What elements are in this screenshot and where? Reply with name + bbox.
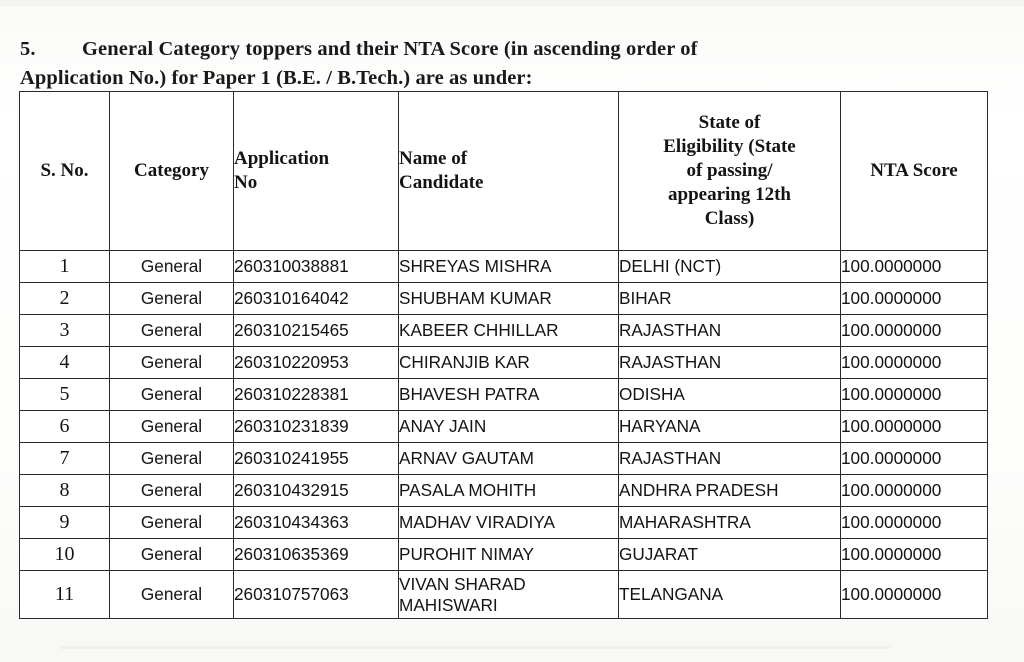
intro-text-line-2: Application No.) for Paper 1 (B.E. / B.Tech.) are as under: bbox=[20, 66, 533, 89]
cell-s-no: 8 bbox=[20, 475, 110, 507]
cell-nta-score: 100.0000000 bbox=[841, 379, 988, 411]
cell-s-no: 7 bbox=[20, 443, 110, 475]
cell-nta-score: 100.0000000 bbox=[841, 507, 988, 539]
column-header-name-line-2: Candidate bbox=[399, 172, 484, 193]
cell-name: BHAVESH PATRA bbox=[399, 379, 619, 411]
table-row bbox=[20, 379, 988, 411]
cell-name-line-1: VIVAN SHARAD bbox=[399, 573, 526, 594]
cell-name-line-2: MAHISWARI bbox=[399, 594, 498, 615]
column-header-state-line-4: appearing 12th bbox=[668, 184, 791, 205]
column-header-name-line-1: Name of bbox=[399, 148, 468, 169]
cell-state: ODISHA bbox=[619, 379, 841, 411]
column-header-s-no: S. No. bbox=[20, 92, 110, 251]
cell-state: TELANGANA bbox=[619, 571, 841, 619]
cell-nta-score: 100.0000000 bbox=[841, 347, 988, 379]
cell-application-no: 260310215465 bbox=[234, 315, 399, 347]
cell-application-no: 260310228381 bbox=[234, 379, 399, 411]
cell-name: PASALA MOHITH bbox=[399, 475, 619, 507]
table-row bbox=[20, 283, 988, 315]
cell-application-no: 260310231839 bbox=[234, 411, 399, 443]
cell-category: General bbox=[110, 539, 234, 571]
table-row bbox=[20, 539, 988, 571]
cell-application-no: 260310432915 bbox=[234, 475, 399, 507]
cell-state: RAJASTHAN bbox=[619, 443, 841, 475]
cell-name: SHUBHAM KUMAR bbox=[399, 283, 619, 315]
cell-category: General bbox=[110, 379, 234, 411]
cell-s-no: 6 bbox=[20, 411, 110, 443]
cell-category: General bbox=[110, 411, 234, 443]
cell-category: General bbox=[110, 507, 234, 539]
cell-nta-score: 100.0000000 bbox=[841, 411, 988, 443]
cell-application-no: 260310164042 bbox=[234, 283, 399, 315]
cell-s-no: 1 bbox=[20, 251, 110, 283]
column-header-state-of-eligibility bbox=[619, 92, 841, 251]
cell-state: BIHAR bbox=[619, 283, 841, 315]
column-header-application-no-line-1: Application bbox=[234, 148, 330, 169]
cell-application-no: 260310757063 bbox=[234, 571, 399, 619]
cell-s-no: 10 bbox=[20, 539, 110, 571]
table-row bbox=[20, 443, 988, 475]
scan-artifact-top bbox=[0, 0, 1024, 6]
section-intro-paragraph bbox=[20, 35, 988, 93]
cell-name: KABEER CHHILLAR bbox=[399, 315, 619, 347]
cell-state: ANDHRA PRADESH bbox=[619, 475, 841, 507]
cell-nta-score: 100.0000000 bbox=[841, 539, 988, 571]
clause-number: 5. bbox=[20, 37, 36, 60]
cell-category: General bbox=[110, 283, 234, 315]
general-category-toppers-table bbox=[19, 91, 988, 619]
cell-s-no: 9 bbox=[20, 507, 110, 539]
cell-name: CHIRANJIB KAR bbox=[399, 347, 619, 379]
cell-category: General bbox=[110, 347, 234, 379]
cell-nta-score: 100.0000000 bbox=[841, 571, 988, 619]
cell-application-no: 260310038881 bbox=[234, 251, 399, 283]
cell-nta-score: 100.0000000 bbox=[841, 315, 988, 347]
cell-category: General bbox=[110, 315, 234, 347]
cell-state: RAJASTHAN bbox=[619, 347, 841, 379]
table-body bbox=[20, 251, 988, 619]
cell-s-no: 2 bbox=[20, 283, 110, 315]
column-header-application-no-line-2: No bbox=[234, 172, 258, 193]
cell-name: MADHAV VIRADIYA bbox=[399, 507, 619, 539]
table-row bbox=[20, 571, 988, 619]
column-header-category: Category bbox=[110, 92, 234, 251]
table-row bbox=[20, 475, 988, 507]
cell-name: PUROHIT NIMAY bbox=[399, 539, 619, 571]
table-row bbox=[20, 411, 988, 443]
intro-text-line-1: General Category toppers and their NTA Score (in ascending order of bbox=[82, 37, 698, 60]
cell-category: General bbox=[110, 443, 234, 475]
cell-name: ANAY JAIN bbox=[399, 411, 619, 443]
cell-application-no: 260310635369 bbox=[234, 539, 399, 571]
cell-name: SHREYAS MISHRA bbox=[399, 251, 619, 283]
cell-application-no: 260310434363 bbox=[234, 507, 399, 539]
column-header-state-line-5: Class) bbox=[704, 208, 755, 229]
table-row bbox=[20, 251, 988, 283]
cell-state: GUJARAT bbox=[619, 539, 841, 571]
cell-application-no: 260310220953 bbox=[234, 347, 399, 379]
column-header-application-no bbox=[234, 92, 399, 251]
cell-s-no: 4 bbox=[20, 347, 110, 379]
scan-artifact-bottom bbox=[60, 646, 890, 649]
column-header-state-line-1: State of bbox=[698, 112, 761, 133]
cell-category: General bbox=[110, 571, 234, 619]
cell-s-no: 5 bbox=[20, 379, 110, 411]
cell-nta-score: 100.0000000 bbox=[841, 475, 988, 507]
cell-state: HARYANA bbox=[619, 411, 841, 443]
table-row bbox=[20, 347, 988, 379]
cell-s-no: 11 bbox=[20, 571, 110, 619]
cell-name: ARNAV GAUTAM bbox=[399, 443, 619, 475]
cell-category: General bbox=[110, 475, 234, 507]
cell-category: General bbox=[110, 251, 234, 283]
cell-nta-score: 100.0000000 bbox=[841, 443, 988, 475]
cell-application-no: 260310241955 bbox=[234, 443, 399, 475]
cell-nta-score: 100.0000000 bbox=[841, 283, 988, 315]
column-header-state-line-3: of passing/ bbox=[686, 160, 773, 181]
cell-nta-score: 100.0000000 bbox=[841, 251, 988, 283]
table-header-row bbox=[20, 92, 988, 251]
cell-s-no: 3 bbox=[20, 315, 110, 347]
table-row bbox=[20, 507, 988, 539]
column-header-name-of-candidate bbox=[399, 92, 619, 251]
table-header bbox=[20, 92, 988, 251]
cell-state: MAHARASHTRA bbox=[619, 507, 841, 539]
cell-state: DELHI (NCT) bbox=[619, 251, 841, 283]
column-header-nta-score: NTA Score bbox=[841, 92, 988, 251]
table-row bbox=[20, 315, 988, 347]
column-header-state-line-2: Eligibility (State bbox=[663, 136, 796, 157]
cell-state: RAJASTHAN bbox=[619, 315, 841, 347]
cell-name bbox=[399, 571, 619, 619]
